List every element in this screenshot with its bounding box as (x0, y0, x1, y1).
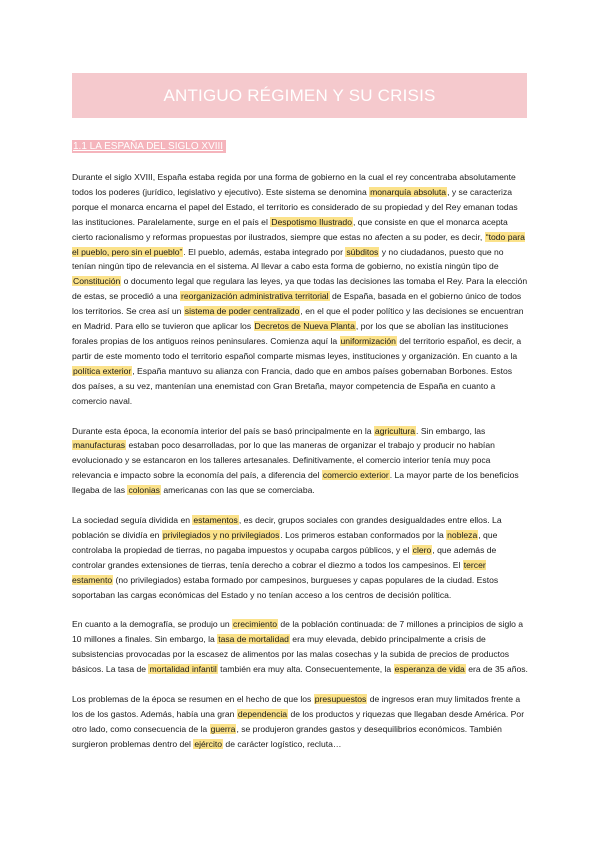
paragraph-text: En cuanto a la demografía, se produjo un (72, 619, 233, 630)
paragraph-text: , que además de controlar grandes extensiones de tierras, tenía derecho a cobrar el diezmo a todos los campesinos. El (72, 544, 497, 570)
highlighted-term: nobleza (447, 529, 478, 540)
paragraph-text: de España, basada en el gobierno único de todos los territorios. Se crea así un (72, 291, 522, 317)
paragraph-text: . La mayor parte de los beneficios llegaba de las (72, 470, 519, 496)
paragraph-text: . Los primeros estaban conformados por la (280, 529, 447, 540)
paragraph (72, 692, 528, 752)
paragraph-text: de los productos y riquezas que llegaban desde América. Por otro lado, como consecuencia de la (72, 709, 525, 734)
paragraph-text: de la población continuada: de 7 millones a principios de siglo a 10 millones a finales. Sin embargo, la (72, 619, 524, 645)
highlighted-term: tasa de mortalidad (218, 634, 289, 645)
paragraph-text: . El pueblo, además, estaba integrado por (183, 246, 346, 257)
highlighted-term: uniformización (340, 335, 396, 346)
paragraph-text: de ingresos eran muy limitados frente a los de los gastos. Además, había una gran (72, 694, 521, 719)
highlighted-term: súbditos (346, 246, 379, 257)
highlighted-term: guerra (210, 723, 236, 734)
paragraph-text: , se produjeron grandes gastos y desequilibrios económicos. También surgieron problemas dentro del (72, 723, 502, 749)
highlighted-term: Despotismo Ilustrado (271, 216, 352, 227)
paragraph-text: (no privilegiados) estaba formado por campesinos, burgueses y capas populares de la ciudad. Estos soportaban las cargas económicas del Estado y no tenían acceso a los centros de decisión política. (72, 574, 499, 600)
paragraph-text: Durante el siglo XVIII, España estaba regida por una forma de gobierno en la cual el rey concentraba absolutamente todos los poderes (jurídico, legislativo y ejecutivo). Este sistema se denomina (72, 172, 516, 197)
highlighted-term: política exterior (73, 365, 132, 376)
paragraph-text: o documento legal que regulara las leyes, ya que todas las decisiones las tomaba el Rey. Para la elección de estas, se procedió a una (72, 276, 528, 302)
paragraph-text: , y se caracteriza porque el monarca encarna el papel del Estado, el territorio es considerado de su propiedad y del Rey emanan todas las instituciones. Paralelamente, surge en el país el (72, 186, 518, 227)
highlighted-term: privilegiados y no privilegiados (162, 529, 280, 540)
highlighted-term: “todo para el pueblo, pero sin el pueblo” (72, 231, 525, 257)
paragraph-text: , que consiste en que el monarca acepta cierto racionalismo y reformas propuestas por ilustrados, siempre que estas no afecten a su poder, es decir, (72, 216, 508, 242)
highlighted-term: Constitución (73, 276, 121, 287)
highlighted-term: manufacturas (73, 440, 126, 451)
highlighted-term: Decretos de Nueva Planta (254, 321, 355, 332)
highlighted-term: sistema de poder centralizado (184, 306, 300, 317)
page-title: ANTIGUO RÉGIMEN Y SU CRISIS (163, 85, 436, 105)
highlighted-term: ejército (194, 738, 223, 749)
highlighted-term: dependencia (237, 709, 288, 719)
paragraph-text: Los problemas de la época se resumen en el hecho de que los (72, 694, 314, 705)
highlighted-term: esperanza de vida (394, 664, 465, 675)
paragraph (72, 617, 528, 677)
highlighted-term: clero (412, 544, 432, 555)
paragraph-text: era muy elevada, debido principalmente a crisis de subsistencias provocadas por la escasez de alimentos por las malas cosechas y la subida de precios de productos básicos. La tasa de (72, 634, 510, 675)
paragraph-text: y no ciudadanos, puesto que no tenían ningún tipo de relevancia en el sistema. Al llevar a cabo esta forma de gobierno, no existía ningún tipo de (72, 246, 504, 272)
highlighted-term: crecimiento (233, 619, 277, 630)
highlighted-term: agricultura (374, 425, 416, 436)
paragraph (72, 170, 528, 409)
paragraph-text: también era muy alta. Consecuentemente, la (217, 664, 394, 675)
paragraph-text: , en el que el poder político y las decisiones se encuentran en Madrid. Para ello se tuvieron que aplicar los (72, 306, 524, 332)
paragraph-text: , España mantuvo su alianza con Francia, dado que en ambos países gobernaban Borbones. Estos dos países, a su vez, mantenían una enemistad con Gran Bretaña, mayor competencia de España en cuanto a comercio naval. (72, 365, 513, 406)
paragraph-text: , es decir, grupos sociales con grandes desigualdades entre ellos. La población se dividía en (72, 515, 502, 540)
paragraph-text: , que controlaba la propiedad de tierras, no pagaba impuestos y ocupaba cargos públicos, y el (72, 529, 498, 555)
paragraph-text: americanas con las que se comerciaba. (160, 485, 315, 496)
paragraph-text: del territorio español, es decir, a partir de este momento todo el territorio español comparte mismas leyes, instituciones y organización. En cuanto a la (72, 335, 522, 361)
section-heading: 1.1 LA ESPAÑA DEL SIGLO XVIII (72, 140, 226, 153)
highlighted-term: reorganización administrativa territorial (180, 291, 329, 302)
paragraph-text: Durante esta época, la economía interior del país se basó principalmente en la (72, 425, 374, 436)
highlighted-term: presupuestos (314, 694, 367, 705)
paragraph-text: estaban poco desarrolladas, por lo que las maneras de organizar el trabajo y producir no habían evolucionado y se estancaron en los talleres artesanales. Definitivamente, el comercio interior tenía muy poca relevancia e impacto sobre la economía del país, a diferencia del (72, 440, 495, 481)
paragraph-text: de carácter logístico, recluta… (223, 738, 342, 749)
highlighted-term: estamentos (193, 515, 238, 526)
paragraph-text: . Sin embargo, las (416, 425, 486, 436)
highlighted-term: comercio exterior (322, 470, 389, 481)
paragraph (72, 424, 528, 499)
paragraph (72, 513, 528, 602)
highlighted-term: tercer estamento (72, 559, 486, 585)
highlighted-term: colonias (128, 485, 160, 496)
paragraph-text: , por los que se abolían las instituciones forales propias de los antiguos reinos peninsulares. Comienza aquí la (72, 321, 509, 346)
paragraph-text: La sociedad seguía dividida en (72, 515, 193, 526)
document-body (72, 170, 528, 767)
title-banner (72, 73, 527, 118)
highlighted-term: mortalidad infantil (149, 664, 217, 675)
paragraph-text: era de 35 años. (465, 664, 528, 675)
highlighted-term: monarquía absoluta (370, 186, 447, 197)
